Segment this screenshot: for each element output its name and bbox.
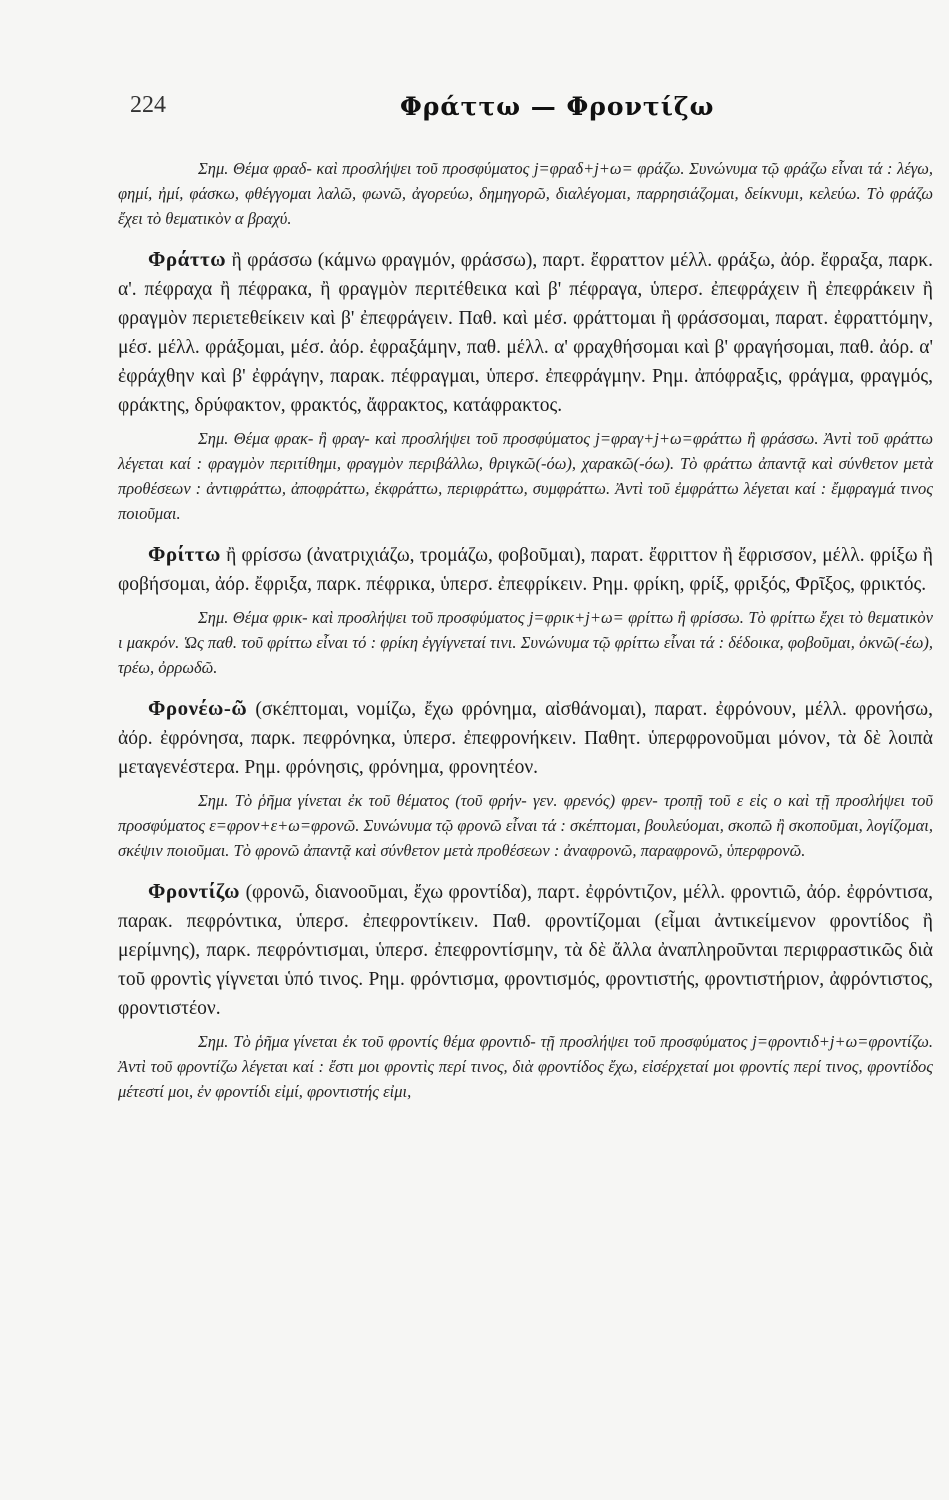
page-body — [118, 150, 933, 1118]
entry-text: ἢ φράσσω (κάμνω φραγμόν, φράσσω), παρτ. ἔφραττον μέλλ. φράξω, ἀόρ. ἔφραξα, παρκ. α'. πέφραχα ἢ πέφρακα, ἢ φραγμὸν περιτέθεικα καὶ β' πέφραγα, ὑπερσ. ἐπεφράχειν ἢ ἐπεφράκειν ἢ φραγμὸν περιετεθείκειν καὶ β' ἐπεφράγειν. Παθ. καὶ μέσ. φράττομαι ἢ φράσσομαι, παρατ. ἐφραττόμην, μέσ. μέλλ. φράξομαι, μέσ. ἀόρ. ἐφραξάμην, παθ. μέλλ. α' φραχθήσομαι καὶ β' φραγήσομαι, παθ. ἀόρ. α' ἐφράχθην καὶ β' ἐφράγην, παρακ. πέφραγμαι, ὑπερσ. ἐπεφράγμην. Ρημ. ἀπόφραξις, φράγμα, φραγμός, φράκτης, δρύφακτον, φρακτός, ἄφρακτος, κατάφρακτος. — [118, 250, 934, 416]
entry-body — [118, 245, 933, 420]
entry-text: ἢ φρίσσω (ἀνατριχιάζω, τρομάζω, φοβοῦμαι), παρατ. ἔφριττον ἢ ἔφρισσον, μέλλ. φρίξω ἢ φοβήσομαι, ἀόρ. ἔφριξα, παρκ. πέφρικα, ὑπερσ. ἐπεφρίκειν. Ρημ. φρίκη, φρίξ, φριξός, Φρῖξος, φρικτός. — [118, 545, 934, 595]
entry-body — [118, 540, 933, 599]
entry-continuation — [118, 156, 933, 231]
entry-body — [118, 694, 933, 782]
entry-phroneo — [118, 694, 933, 863]
entry-note: Σημ. Τὸ ῥῆμα γίνεται ἐκ τοῦ φροντίς θέμα φροντιδ- τῇ προσλήψει τοῦ προσφύματος j=φροντιδ+j+ω=φροντίζω. Ἀντὶ τοῦ φροντίζω λέγεται καί : ἔστι μοι φροντὶς περί τινος, διὰ φροντίδος ἔχω, εἰσέρχεταί μοι φροντίς περί τινος, φροντίδος μέτεστί μοι, ἐν φροντίδι εἰμί, φροντιστής εἰμι, — [118, 1032, 933, 1101]
page-header — [130, 92, 930, 132]
entry-lemma: Φρίττω — [148, 542, 221, 566]
entry-lemma: Φρονέω-ῶ — [148, 696, 248, 720]
entry-note: Σημ. Θέμα φρικ- καὶ προσλήψει τοῦ προσφύματος j=φρικ+j+ω= φρίττω ἢ φρίσσω. Τὸ φρίττω ἔχει τὸ θεματικὸν ι μακρόν. Ὡς παθ. τοῦ φρίττω εἶναι τό : φρίκη ἐγγίγνεταί τινι. Συνώνυμα τῷ φρίττω εἶναι τά : δέδοικα, φοβοῦμαι, ὀκνῶ(-έω), τρέω, ὀρρωδῶ. — [118, 608, 933, 677]
entry-phritto — [118, 540, 933, 680]
entry-phratto — [118, 245, 933, 526]
entry-phrontizo — [118, 877, 933, 1104]
entry-text: (φρονῶ, διανοοῦμαι, ἔχω φροντίδα), παρτ. ἐφρόντιζον, μέλλ. φροντιῶ, ἀόρ. ἐφρόντισα, παρακ. πεφρόντικα, ὑπερσ. ἐπεφροντίκειν. Παθ. φροντίζομαι (εἶμαι ἀντικείμενον φροντίδος ἢ μερίμνης), παρκ. πεφρόντισμαι, ὑπερσ. ἐπεφροντίσμην, τὰ δὲ ἄλλα ἀναπληροῦνται περιφραστικῶς διὰ τοῦ φροντὶς γίγνεται ὑπό τινος. Ρημ. φρόντισμα, φροντισμός, φροντιστής, φροντιστήριον, ἀφρόντιστος, φροντιστέον. — [118, 882, 933, 1019]
page-number: 224 — [130, 92, 166, 118]
entry-note: Σημ. Θέμα φραδ- καὶ προσλήψει τοῦ προσφύματος j=φραδ+j+ω= φράζω. Συνώνυμα τῷ φράζω εἶναι τά : λέγω, φημί, ἠμί, φάσκω, φθέγγομαι λαλῶ, φωνῶ, ἀγορεύω, δημηγορῶ, διαλέγομαι, παρρησιάζομαι, δείκνυμι, κελεύω. Τὸ φράζω ἔχει τὸ θεματικὸν α βραχύ. — [118, 159, 933, 228]
entry-text: (σκέπτομαι, νομίζω, ἔχω φρόνημα, αἰσθάνομαι), παρατ. ἐφρόνουν, μέλλ. φρονήσω, ἀόρ. ἐφρόνησα, παρκ. πεφρόνηκα, ὑπερσ. ἐπεφρονήκειν. Παθητ. ὑπερφρονοῦμαι μόνον, τὰ δὲ λοιπὰ μεταγενέστερα. Ρημ. φρόνησις, φρόνημα, φρονητέον. — [118, 699, 934, 778]
entry-lemma: Φροντίζω — [148, 879, 241, 903]
entry-note: Σημ. Θέμα φρακ- ἢ φραγ- καὶ προσλήψει τοῦ προσφύματος j=φραγ+j+ω=φράττω ἢ φράσσω. Ἀντὶ τοῦ φράττω λέγεται καί : φραγμὸν περιτίθημι, φραγμὸν περιβάλλω, θριγκῶ(-όω), χαρακῶ(-όω). Τὸ φράττω ἀπαντᾷ καὶ σύνθετον μετὰ προθέσεων : ἀντιφράττω, ἀποφράττω, ἐκφράττω, περιφράττω, συμφράττω. Ἀντὶ τοῦ ἐμφράττω λέγεται καί : ἔμφραγμά τινος ποιοῦμαι. — [118, 429, 933, 523]
entry-lemma: Φράττω — [148, 247, 227, 271]
entry-body — [118, 877, 933, 1023]
running-head: Φράττω — Φροντίζω — [400, 92, 715, 121]
entry-note: Σημ. Τὸ ῥῆμα γίνεται ἐκ τοῦ θέματος (τοῦ φρήν- γεν. φρενός) φρεν- τροπῇ τοῦ ε εἰς ο καὶ τῇ προσλήψει τοῦ προσφύματος ε=φρον+ε+ω=φρονῶ. Συνώνυμα τῷ φρονῶ εἶναι τά : σκέπτομαι, βουλεύομαι, σκοπῶ ἢ σκοποῦμαι, λογίζομαι, σκέψιν ποιοῦμαι. Τὸ φρονῶ ἀπαντᾷ καὶ σύνθετον μετὰ προθέσεων : ἀναφρονῶ, παραφρονῶ, ὑπερφρονῶ. — [118, 791, 933, 860]
